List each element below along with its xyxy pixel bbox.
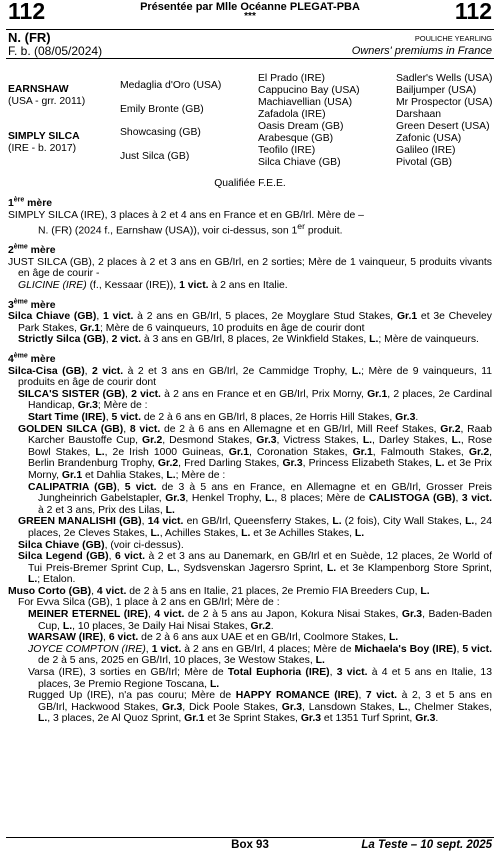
- sex-age: POULICHE YEARLING: [414, 34, 492, 43]
- dam4-heading: 4ème mère: [8, 352, 56, 365]
- birth-info: F. b. (08/05/2024): [8, 44, 103, 58]
- ped-gen3: Oasis Dream (GB): [258, 121, 344, 132]
- dam2-text: JUST SILCA (GB), 2 places à 2 et 3 ans en GB/Irl, en 2 sorties; Mère de 1 vainqueur, 5 produits vivants en âge de courir -: [8, 256, 492, 280]
- ped-gen2: Emily Bronte (GB): [120, 104, 204, 115]
- ped-gen2: Just Silca (GB): [120, 151, 190, 162]
- page-header: [6, 0, 494, 30]
- dam4-entry: JOYCE COMPTON (IRE), 1 vict. à 2 ans en GB/Irl, 4 places; Mère de Michaela's Boy (IRE), 5 vict. de 2 à 5 ans, 2025 en GB/Irl, 10 places, 3e Westow Stakes, L.: [28, 643, 492, 667]
- ped-gen2: Medaglia d'Oro (USA): [120, 80, 222, 91]
- name-rule: [6, 58, 494, 59]
- ped-gen2: Showcasing (GB): [120, 127, 201, 138]
- dam4-entry: WARSAW (IRE), 6 vict. de 2 à 6 ans aux UAE et en GB/Irl, Coolmore Stakes, L.: [28, 632, 399, 644]
- ped-gen4: Bailjumper (USA): [396, 85, 477, 96]
- dam3-heading: 3ème mère: [8, 298, 56, 311]
- dam4-entry: GREEN MANALISHI (GB), 14 vict. en GB/Irl, Queensferry Stakes, L. (2 fois), City Wall Stakes, L., 24 places, 2e Cleves Stakes, L., Achilles Stakes, L. et 3e Achilles Stakes, L.: [18, 516, 492, 539]
- dam4-entry: GOLDEN SILCA (GB), 8 vict. de 2 à 6 ans en Allemagne et en GB/Irl, Mill Reef Stakes, Gr.2, Raab Karcher Baustoffe Cup, Gr.2, Desmond Stakes, Gr.3, Victress Stakes, L., Darley Stakes, L., Rose Bowl Stakes, L., 2e Irish 1000 Guineas, Gr.1, Coronation Stakes, Gr.1, Falmouth Stakes, Gr.2, Berlin Brandenburg Trophy, Gr.2, Fred Darling Stakes, Gr.3, Princess Elizabeth Stakes, L. et 3e Prix Morny, Gr.1 et Dahlia Stakes, L.; Mère de :: [18, 423, 493, 481]
- ped-gen3: Cappucino Bay (USA): [258, 85, 360, 96]
- ped-gen3: El Prado (IRE): [258, 73, 325, 84]
- ped-gen3: Silca Chiave (GB): [258, 157, 341, 168]
- ped-gen3: Machiavellian (USA): [258, 97, 353, 108]
- dam4-entry: Silca Legend (GB), 6 vict. à 2 et 3 ans au Danemark, en GB/Irl et en Suède, 12 places, 2e World of Tui Preis-Bremer Sprint Cup, L., Sydsvenskan Jagersro Sprint, L. et 3e Klampenborg Store Sprint, L.; Etalon.: [18, 551, 493, 586]
- sire-name: EARNSHAW: [8, 84, 69, 95]
- footer-rule: [6, 837, 494, 838]
- dam4-entry: CALIPATRIA (GB), 5 vict. de 3 à 5 ans en France, en Allemagne et en GB/Irl, Grosser Preis Jungheinrich Gabelstapler, Gr.3, Henkel Trophy, L., 8 places; Mère de CALISTOGA (GB), 3 vict. à 2 et 3 ans, Prix des Lilas, L.: [28, 481, 492, 516]
- dam1-heading: 1ère mère: [8, 196, 53, 209]
- ped-gen3: Zafadola (IRE): [258, 109, 326, 120]
- presenter: Présentée par Mlle Océanne PLEGAT-PBA: [140, 1, 360, 13]
- dam4-entry: Muso Corto (GB), 4 vict. de 2 à 5 ans en Italie, 21 places, 2e Premio FIA Breeders Cup, L.: [8, 585, 430, 597]
- qualification: Qualifiée F.E.E.: [214, 178, 286, 189]
- ped-gen4: Green Desert (USA): [396, 121, 490, 132]
- lot-number-left: 112: [8, 0, 46, 24]
- ped-gen4: Galileo (IRE): [396, 145, 456, 156]
- premiums-note: Owners' premiums in France: [351, 45, 492, 57]
- ped-gen4: Darshaan: [396, 109, 442, 120]
- stars: ***: [244, 11, 256, 22]
- ped-gen4: Pivotal (GB): [396, 157, 453, 168]
- dam4-entry: Start Time (IRE), 5 vict. de 2 à 6 ans en GB/Irl, 8 places, 2e Horris Hill Stakes, Gr.3.: [28, 411, 419, 423]
- dam-info: (IRE - b. 2017): [8, 143, 77, 154]
- horse-name: N. (FR): [8, 30, 51, 45]
- dam4-entry: Rugged Up (IRE), n'a pas couru; Mère de HAPPY ROMANCE (IRE), 7 vict. à 2, 3 et 5 ans en GB/Irl, Hackwood Stakes, Gr.3, Dick Poole Stakes, Gr.3, Lansdown Stakes, L., Chelmer Stakes, L., 3 places, 2e Al Quoz Sprint, Gr.1 et 3e Sprint Stakes, Gr.3 et 1351 Turf Sprint, Gr.3.: [28, 690, 492, 725]
- dam1-text: SIMPLY SILCA (IRE), 3 places à 2 et 4 ans en France et en GB/Irl. Mère de –: [8, 209, 364, 221]
- ped-gen4: Mr Prospector (USA): [396, 97, 493, 108]
- sale-venue-date: La Teste – 10 sept. 2025: [361, 839, 492, 851]
- dam4-entry: SILCA'S SISTER (GB), 2 vict. à 2 ans en France et en GB/Irl, Prix Morny, Gr.1, 2 places, 2e Cardinal Handicap, Gr.3; Mère de :: [18, 388, 492, 412]
- dam-name: SIMPLY SILCA: [8, 131, 80, 142]
- sire-info: (USA - grr. 2011): [8, 96, 86, 107]
- dam3-entry: Silca Chiave (GB), 1 vict. à 2 ans en GB/Irl, 5 places, 2e Moyglare Stud Stakes, Gr.1 et 3e Cheveley Park Stakes, Gr.1; Mère de 6 vainqueurs, 10 produits en âge de courir dont: [8, 311, 492, 334]
- dam4-entry: Silca Chiave (GB), (voir ci-dessus).: [18, 539, 184, 551]
- ped-gen3: Teofilo (IRE): [258, 145, 316, 156]
- page-footer: [8, 839, 492, 853]
- dam2-heading: 2ème mère: [8, 243, 56, 257]
- ped-gen3: Arabesque (GB): [258, 133, 334, 144]
- dam1-produce: N. (FR) (2024 f., Earnshaw (USA)), voir ci-dessus, son 1er produit.: [38, 221, 343, 237]
- header-rule: [6, 29, 494, 30]
- dam2-produce: GLICINE (IRE) (f., Kessaar (IRE)), 1 vict. à 2 ans en Italie.: [18, 280, 288, 292]
- lot-number-right: 112: [454, 0, 492, 24]
- box-number: Box 93: [231, 839, 269, 851]
- ped-gen4: Sadler's Wells (USA): [396, 73, 493, 84]
- ped-gen4: Zafonic (USA): [396, 133, 462, 144]
- dam4-entry: Varsa (IRE), 3 sorties en GB/Irl; Mère de Total Euphoria (IRE), 3 vict. à 4 et 5 ans en Italie, 13 places, 3e Premio Regione Toscana, L.: [28, 667, 492, 690]
- dam4-entry: MEINER ETERNEL (IRE), 4 vict. de 2 à 5 ans au Japon, Kokura Nisai Stakes, Gr.3, Baden-Baden Cup, L., 10 places, 3e Daily Hai Nisai Stakes, Gr.2.: [28, 609, 493, 632]
- dam3-entry: Strictly Silca (GB), 2 vict. à 3 ans en GB/Irl, 8 places, 2e Winkfield Stakes, L.; Mère de vainqueurs.: [18, 334, 479, 346]
- dam4-entry: For Evva Silca (GB), 1 place à 2 ans en GB/Irl; Mère de :: [18, 597, 280, 609]
- catalogue-body: [8, 198, 492, 725]
- dam4-entry: Silca-Cisa (GB), 2 vict. à 2 et 3 ans en GB/Irl, 2e Cammidge Trophy, L.; Mère de 9 vainqueurs, 11 produits en âge de courir dont: [8, 365, 492, 389]
